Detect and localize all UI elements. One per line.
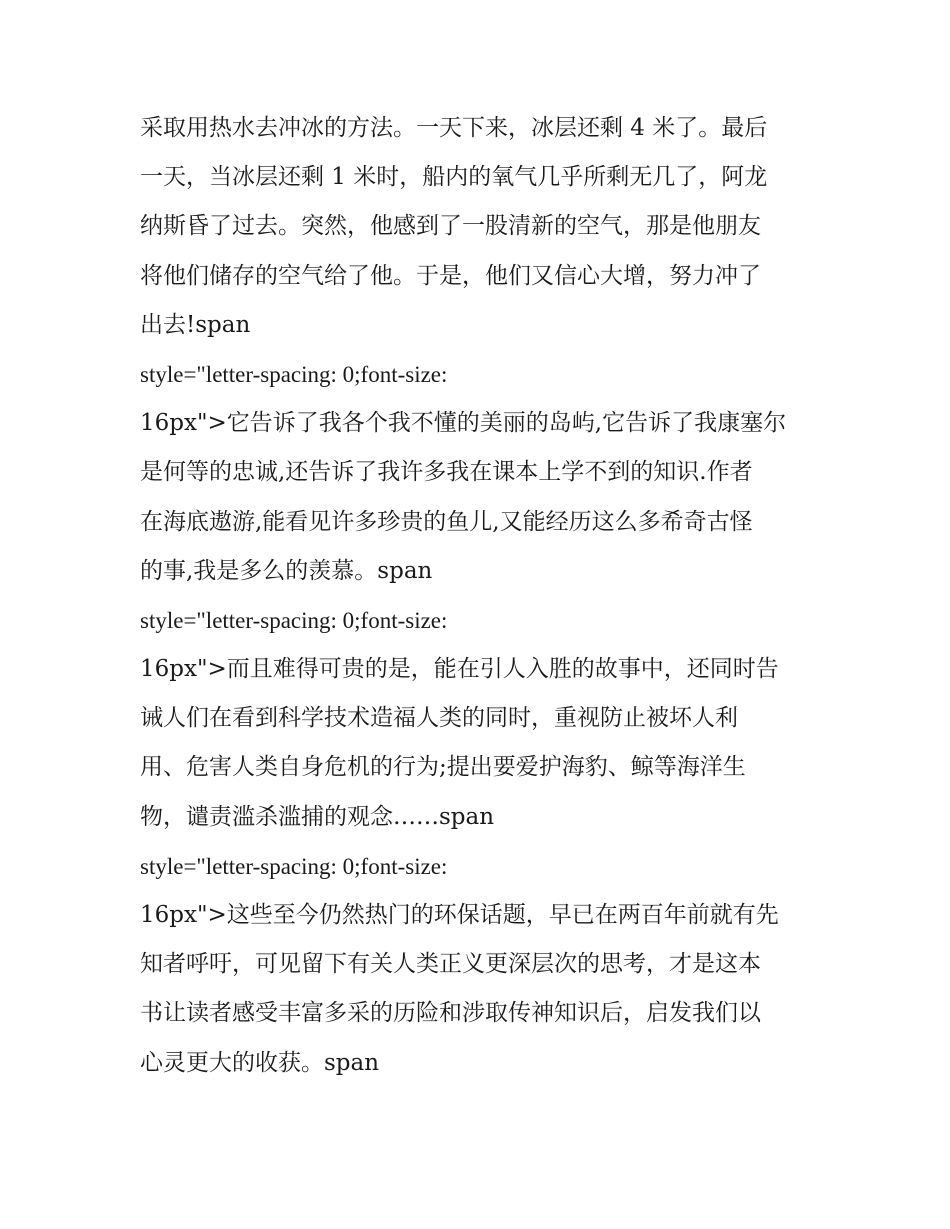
text-line-14: 用、危害人类自身危机的行为;提出要爱护海豹、鲸等海洋生 [140,754,746,781]
text-line-1: 采取用热水去冲冰的方法。一天下来，冰层还剩 4 米了。最后 [140,115,768,141]
text-line-13: 诫人们在看到科学技术造福人类的同时，重视防止被坏人利 [140,705,738,732]
text-line-4: 将他们储存的空气给了他。于是，他们又信心大增，努力冲了 [140,262,761,289]
text-line-20: 心灵更大的收获。span [140,1049,380,1076]
text-line-19: 书让读者感受丰富多采的历险和涉取传神知识后，启发我们以 [140,1000,761,1027]
text-line-8: 是何等的忠诚,还告诉了我许多我在课本上学不到的知识.作者 [140,459,753,486]
text-line-17: 16px">这些至今仍然热门的环保话题，早已在两百年前就有先 [140,902,779,928]
text-line-10: 的事,我是多么的羡慕。span [140,557,433,584]
text-line-5: 出去!span [140,311,251,338]
text-line-9: 在海底遨游,能看见许多珍贵的鱼儿,又能经历这么多希奇古怪 [140,508,753,535]
text-line-11: style="letter-spacing: 0;font-size: [140,607,448,633]
body-text [140,104,820,1088]
text-line-15: 物，谴责滥杀滥捕的观念……span [140,803,495,830]
text-line-3: 纳斯昏了过去。突然，他感到了一股清新的空气，那是他朋友 [140,213,761,240]
text-line-2: 一天，当冰层还剩 1 米时，船内的氧气几乎所剩无几了，阿龙 [140,164,768,191]
text-line-12: 16px">而且难得可贵的是，能在引人入胜的故事中，还同时告 [140,656,779,683]
text-line-18: 知者呼吁，可见留下有关人类正义更深层次的思考，才是这本 [140,951,761,978]
text-line-7: 16px">它告诉了我各个我不懂的美丽的岛屿,它告诉了我康塞尔 [140,410,787,437]
text-line-16: style="letter-spacing: 0;font-size: [140,853,448,879]
text-line-6: style="letter-spacing: 0;font-size: [140,361,448,387]
